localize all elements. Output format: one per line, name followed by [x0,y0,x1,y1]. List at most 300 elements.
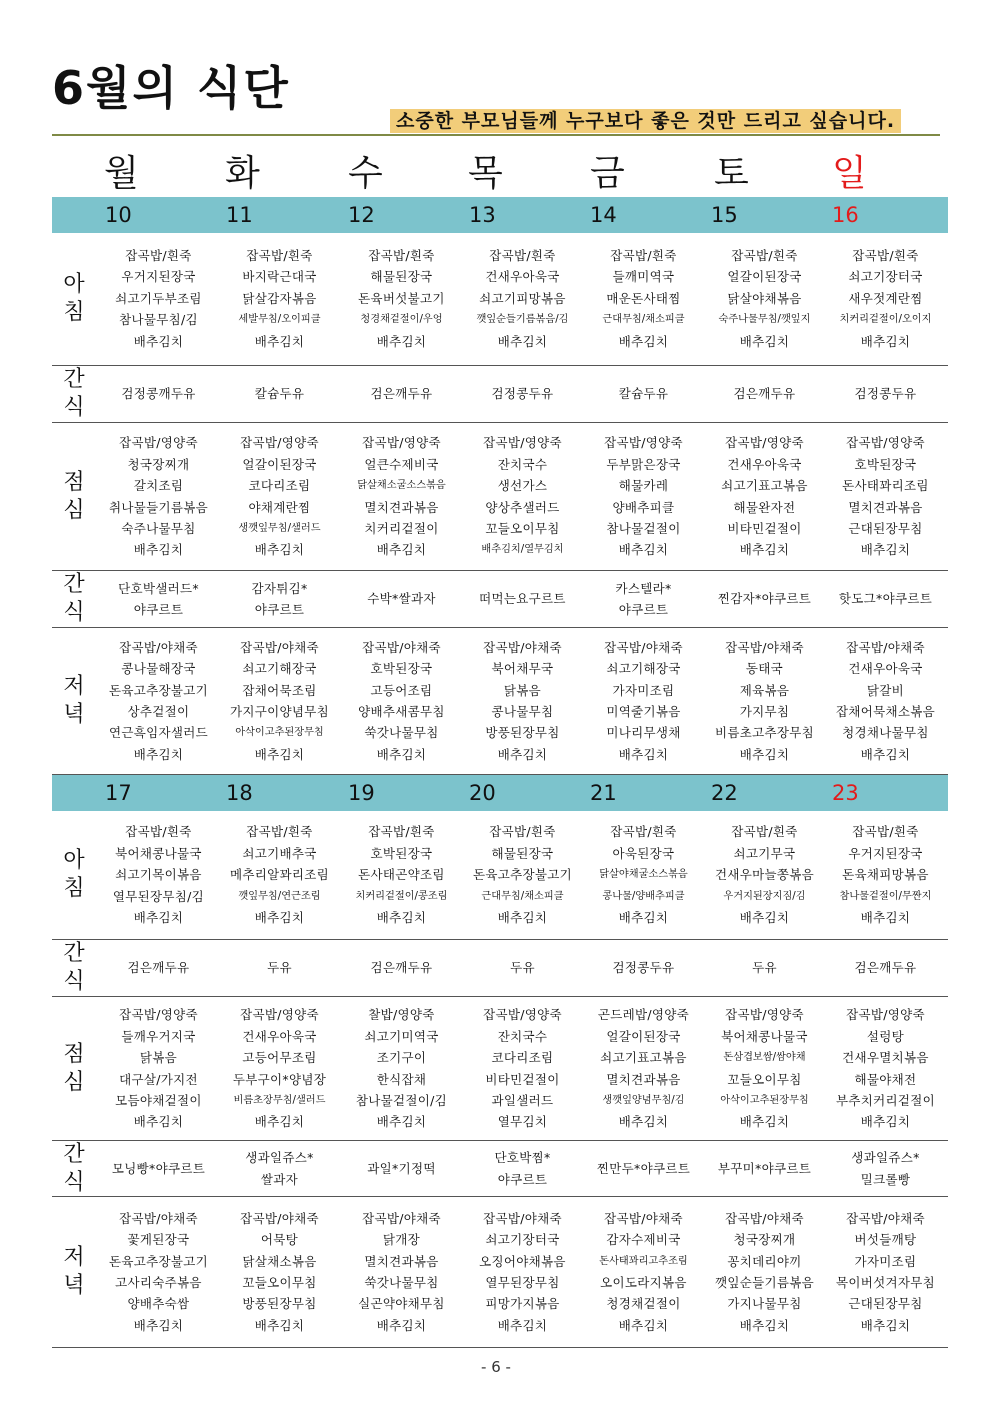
menu-item: 밀크롤빵 [860,1171,911,1187]
menu-item: 조기구이 [376,1050,427,1066]
menu-item: 방풍된장무침 [485,725,560,741]
menu-item: 배추김치 [254,333,305,349]
meal-label-char: 저 [63,1245,85,1270]
menu-item: 잡곡밥/흰죽 [610,824,677,840]
menu-item: 꼬들오이무침 [242,1275,317,1290]
menu-item: 아욱된장국 [612,845,675,861]
menu-item: 야채계란찜 [248,499,311,515]
menu-item: 해물완자전 [733,499,796,515]
menu-item: 닭살야채굴소스볶음 [599,869,688,881]
menu-item: 검은깨두유 [127,960,190,976]
menu-item: 새우젓계란찜 [848,290,923,306]
menu-item: 두부맑은장국 [606,456,681,472]
menu-item: 연근흑임자샐러드 [108,725,208,741]
menu-item: 단호박샐러드* [118,580,199,596]
menu-item: 해물된장국 [491,845,554,861]
menu-cell [219,366,340,422]
menu-item: 얼큰수제비국 [364,456,439,472]
menu-item: 배추김치 [860,746,911,762]
menu-cell [98,423,219,570]
meal-section-dinner [52,1197,948,1348]
menu-item: 가자미조림 [612,682,675,698]
menu-cell [219,997,340,1140]
menu-cell [341,811,462,939]
menu-cell [341,940,462,996]
menu-cell [98,1141,219,1196]
menu-item: 참나물무침/김 [119,312,198,328]
menu-item: 들깨우거지국 [121,1028,196,1044]
menu-item: 배추김치 [618,542,669,558]
menu-item: 고등어무조림 [242,1050,317,1066]
menu-cell [462,811,583,939]
menu-item: 돈육채피망볶음 [842,867,929,883]
menu-item: 잡곡밥/영양죽 [240,435,319,451]
menu-cell [825,571,946,627]
menu-cell [583,366,704,422]
menu-item: 닭볶음 [503,682,542,698]
menu-item: 잡곡밥/야채죽 [240,1210,319,1226]
menu-cell [583,997,704,1140]
meal-section-breakfast [52,232,948,366]
menu-cell [462,1141,583,1196]
week-date-band [52,197,948,233]
date-thu: 13 [469,203,496,227]
menu-cell [704,366,825,422]
menu-cell [825,423,946,570]
menu-item: 치커리겉절이/콩조림 [355,890,448,902]
menu-item: 쇠고기무국 [733,845,796,861]
weekday-sun: 일 [832,153,867,194]
menu-cell [341,997,462,1140]
menu-item: 닭살채소볶음 [242,1253,317,1269]
menu-cell [825,811,946,939]
date-sat: 22 [711,781,738,805]
menu-item: 찐만두*야쿠르트 [596,1160,691,1176]
menu-item: 잡채어묵조림 [242,682,317,698]
menu-item: 검정콩깨두유 [121,386,196,402]
menu-item: 비름초장무침/샐러드 [233,1094,326,1106]
menu-item: 참나물겉절이 [606,520,681,536]
menu-item: 배추김치 [739,910,790,926]
menu-item: 핫도그*야쿠르트 [838,591,933,607]
menu-cell [341,1197,462,1347]
menu-item: 검정콩두유 [854,386,917,402]
menu-item: 잡곡밥/영양죽 [846,435,925,451]
meal-label-char: 식 [63,600,85,625]
menu-item: 배추김치 [860,333,911,349]
menu-item: 잡곡밥/야채죽 [119,639,198,655]
menu-item: 배추김치 [860,542,911,558]
menu-item: 쇠고기피망볶음 [479,290,566,306]
menu-cell [825,1197,946,1347]
menu-item: 목이버섯겨자무침 [835,1275,935,1290]
menu-item: 배추김치 [739,746,790,762]
menu-cell [704,628,825,774]
menu-item: 열무김치 [497,1114,548,1130]
menu-item: 배추김치 [497,746,548,762]
menu-item: 근대된장무침 [848,1296,923,1312]
menu-item: 멸치견과볶음 [364,499,439,515]
menu-item: 잡곡밥/야채죽 [362,1210,441,1226]
menu-item: 상추겉절이 [127,704,190,719]
menu-item: 과일*기정떡 [367,1160,436,1176]
meal-label-char: 식 [63,1169,85,1195]
menu-item: 해물야채전 [854,1071,917,1087]
menu-cell [98,1197,219,1347]
menu-item: 잡곡밥/흰죽 [731,824,798,840]
menu-item: 부꾸미*야쿠르트 [717,1160,812,1176]
menu-item: 야쿠르트 [133,602,184,617]
weekday-fri: 금 [590,153,625,194]
menu-item: 꽁치데리야끼 [727,1253,802,1269]
menu-item: 배추김치/열무김치 [481,544,564,556]
date-mon: 17 [105,781,132,805]
menu-item: 방풍된장무침 [242,1296,317,1312]
meal-section-snack-am [52,940,948,997]
menu-item: 근대무침/채소피클 [481,890,564,902]
menu-item: 칼슘두유 [618,386,669,402]
menu-cell [825,997,946,1140]
menu-item: 감자수제비국 [606,1232,681,1248]
menu-item: 숙주나물무침 [121,520,196,536]
menu-item: 쇠고기해장국 [242,661,317,677]
menu-cell [462,571,583,627]
menu-item: 비름초고추장무침 [714,725,814,741]
meal-label-char: 저 [63,674,85,699]
meal-label-char: 침 [63,876,85,901]
menu-item: 청국장찌개 [733,1232,796,1248]
menu-item: 배추김치 [618,1114,669,1130]
menu-item: 가자미조림 [854,1253,917,1269]
menu-item: 검은깨두유 [854,960,917,976]
menu-item: 쇠고기장터국 [848,269,923,285]
menu-item: 치커리겉절이/오이지 [839,314,932,326]
menu-item: 우거지된장지짐/김 [723,890,806,902]
meal-label [52,940,96,996]
menu-item: 잡곡밥/영양죽 [362,435,441,451]
menu-item: 배추김치 [254,542,305,558]
menu-item: 가지구이양념무침 [229,704,329,719]
menu-item: 가지나물무침 [727,1296,802,1312]
date-mon: 10 [105,203,132,227]
menu-item: 돈사태곤약조림 [358,867,445,883]
menu-item: 비타민겉절이 [485,1071,560,1087]
menu-cell [462,628,583,774]
menu-item: 찰밥/영양죽 [368,1007,435,1023]
meal-section-lunch [52,423,948,571]
menu-item: 얼갈이된장국 [606,1028,681,1044]
menu-item: 배추김치 [133,1114,184,1130]
menu-item: 멸치견과볶음 [606,1071,681,1087]
menu-cell [98,811,219,939]
menu-item: 코다리조림 [248,478,311,494]
menu-item: 닭볶음 [139,1050,178,1066]
menu-item: 쇠고기목이볶음 [115,867,202,883]
meal-label-char: 간 [63,1141,85,1167]
menu-item: 배추김치 [376,910,427,926]
menu-item: 감자튀김* [251,580,308,596]
menu-cell [704,423,825,570]
menu-cell [583,232,704,365]
menu-item: 얼갈이된장국 [727,269,802,285]
meal-label [52,628,96,774]
meal-label-char: 심 [63,497,85,523]
date-thu: 20 [469,781,496,805]
meal-section-snack-pm [52,1141,948,1197]
menu-item: 비타민겉절이 [727,520,802,536]
menu-item: 우거지된장국 [848,845,923,861]
menu-item: 부추치커리겉절이 [835,1092,935,1108]
menu-item: 검정콩두유 [612,960,675,976]
meal-label-char: 식 [63,969,85,994]
meal-label-char: 침 [63,299,85,325]
menu-item: 잡곡밥/야채죽 [604,639,683,655]
menu-item: 건새우멸치볶음 [842,1050,929,1066]
menu-item: 숙주나물무침/깻잎지 [718,314,811,326]
weekday-tue: 화 [225,153,260,194]
menu-item: 두유 [510,960,535,976]
menu-cell [825,232,946,365]
menu-item: 깻잎순들기름볶음/김 [476,314,569,326]
menu-item: 호박된장국 [370,845,433,861]
meal-label [52,423,96,570]
menu-item: 잡곡밥/영양죽 [119,435,198,451]
menu-item: 잡곡밥/흰죽 [610,247,677,263]
menu-item: 콩나물무침 [491,704,554,719]
date-sat: 15 [711,203,738,227]
menu-item: 돈육버섯불고기 [358,290,445,306]
menu-cell [462,232,583,365]
menu-item: 배추김치 [739,1317,790,1333]
menu-item: 피망가지볶음 [485,1296,560,1312]
menu-item: 근대된장무침 [848,520,923,536]
menu-item: 배추김치 [376,1317,427,1333]
menu-item: 배추김치 [376,746,427,762]
menu-item: 배추김치 [254,910,305,926]
menu-item: 잡곡밥/야채죽 [846,639,925,655]
menu-item: 잡곡밥/흰죽 [368,824,435,840]
meal-label-char: 심 [63,1069,85,1095]
menu-item: 어묵탕 [260,1232,299,1248]
menu-item: 양배추숙쌈 [127,1296,190,1312]
menu-item: 잡곡밥/흰죽 [489,824,556,840]
menu-cell [583,940,704,996]
menu-cell [583,423,704,570]
menu-item: 쇠고기배추국 [242,845,317,861]
weekday-header [52,150,948,198]
menu-cell [462,366,583,422]
menu-item: 가지무침 [739,704,790,719]
menu-item: 배추김치 [133,1317,184,1333]
menu-cell [219,571,340,627]
menu-item: 배추김치 [618,746,669,762]
menu-item: 배추김치 [254,1114,305,1130]
menu-item: 북어채무국 [491,661,554,677]
menu-item: 검정콩두유 [491,386,554,402]
menu-item: 청경채나물무침 [842,725,929,741]
menu-item: 카스텔라* [615,580,672,596]
menu-item: 양배추피클 [612,499,675,515]
menu-item: 생과일쥬스* [245,1150,314,1166]
menu-item: 배추김치 [739,542,790,558]
menu-item: 열무된장무침 [485,1275,560,1290]
menu-cell [583,628,704,774]
menu-item: 잡곡밥/영양죽 [725,1007,804,1023]
menu-item: 잡곡밥/야채죽 [846,1210,925,1226]
page-number: - 6 - [481,1358,511,1376]
menu-cell [98,940,219,996]
menu-item: 쇠고기두부조림 [115,290,202,306]
meal-label [52,1197,96,1347]
menu-item: 동태국 [745,661,784,677]
menu-cell [462,1197,583,1347]
menu-cell [825,366,946,422]
menu-cell [98,628,219,774]
menu-item: 잡곡밥/영양죽 [725,435,804,451]
menu-item: 검은깨두유 [370,386,433,402]
date-wed: 12 [348,203,375,227]
menu-item: 꼬들오이무침 [485,520,560,536]
menu-item: 생깻잎무침/샐러드 [238,522,321,534]
menu-cell [98,366,219,422]
menu-item: 떠먹는요구르트 [479,591,566,607]
menu-cell [462,423,583,570]
menu-item: 생깻잎양념무침/김 [602,1094,685,1106]
menu-item: 잡곡밥/야채죽 [604,1210,683,1226]
menu-item: 버섯들깨탕 [854,1232,917,1248]
menu-item: 돈육고추장불고기 [108,1253,208,1269]
menu-item: 닭살채소굴소스볶음 [357,480,446,492]
meal-label [52,1141,96,1196]
date-sun: 23 [832,781,859,805]
menu-item: 청국장찌개 [127,456,190,472]
menu-item: 배추김치 [376,333,427,349]
menu-item: 잡곡밥/야채죽 [483,1210,562,1226]
menu-item: 세발무침/오이피클 [238,314,321,326]
menu-item: 잡곡밥/영양죽 [846,1007,925,1023]
title-divider [52,134,940,136]
menu-item: 잡곡밥/야채죽 [483,639,562,655]
menu-item: 쇠고기표고볶음 [721,478,808,494]
menu-item: 잡곡밥/야채죽 [362,639,441,655]
menu-cell [825,628,946,774]
menu-cell [704,940,825,996]
menu-item: 건새우마늘쫑볶음 [714,867,814,883]
meal-label [52,232,96,365]
menu-cell [219,423,340,570]
menu-item: 생선가스 [497,478,548,494]
menu-item: 잔치국수 [497,1028,548,1044]
menu-item: 잡곡밥/흰죽 [852,247,919,263]
menu-item: 돈삼겹보쌈/쌈야채 [723,1052,806,1064]
menu-cell [341,423,462,570]
menu-item: 생과일쥬스* [851,1150,920,1166]
menu-item: 배추김치 [860,1114,911,1130]
meal-label-char: 점 [63,1041,85,1067]
menu-item: 잡곡밥/흰죽 [125,824,192,840]
menu-item: 갈치조림 [133,478,184,494]
date-tue: 18 [226,781,253,805]
menu-item: 돈육고추장불고기 [108,682,208,698]
menu-item: 배추김치 [618,333,669,349]
menu-item: 잡곡밥/영양죽 [240,1007,319,1023]
menu-item: 곤드레밥/영양죽 [597,1007,690,1023]
menu-cell [583,811,704,939]
menu-cell [583,1141,704,1196]
menu-item: 대구살/가지전 [119,1071,198,1087]
menu-item: 오징어야채볶음 [479,1253,566,1269]
weekday-sat: 토 [714,153,749,194]
menu-item: 배추김치 [497,1317,548,1333]
menu-cell [583,571,704,627]
menu-item: 청경채겉절이/우엉 [360,314,443,326]
menu-item: 잡곡밥/흰죽 [489,247,556,263]
menu-item: 들깨미역국 [612,269,675,285]
menu-cell [704,232,825,365]
meal-label [52,366,96,422]
menu-item: 잡곡밥/흰죽 [731,247,798,263]
menu-item: 찐감자*야쿠르트 [717,591,812,607]
menu-item: 두유 [752,960,777,976]
menu-cell [98,997,219,1140]
menu-item: 잡곡밥/흰죽 [368,247,435,263]
menu-item: 칼슘두유 [254,386,305,402]
menu-cell [341,628,462,774]
menu-item: 바지락근대국 [242,269,317,285]
menu-item: 배추김치 [618,910,669,926]
menu-item: 배추김치 [739,333,790,349]
menu-item: 돈사태꽈리조림 [842,478,929,494]
menu-item: 돈육고추장불고기 [472,867,572,883]
menu-item: 배추김치 [376,1114,427,1130]
menu-item: 배추김치 [860,910,911,926]
date-fri: 21 [590,781,617,805]
menu-item: 잡곡밥/영양죽 [483,435,562,451]
date-wed: 19 [348,781,375,805]
menu-cell [583,1197,704,1347]
menu-item: 멸치견과볶음 [848,499,923,515]
menu-item: 배추김치 [133,333,184,349]
meal-label-char: 간 [63,941,85,966]
menu-cell [704,1197,825,1347]
menu-item: 미역줄기볶음 [606,704,681,719]
menu-item: 배추김치 [860,1317,911,1333]
menu-cell [98,232,219,365]
menu-item: 취나물들기름볶음 [108,499,208,515]
meal-section-dinner [52,628,948,775]
menu-item: 깻잎무침/연근조림 [238,890,321,902]
menu-cell [462,940,583,996]
menu-item: 깻잎순들기름볶음 [714,1275,814,1290]
meal-label-char: 점 [63,469,85,495]
menu-cell [704,811,825,939]
menu-item: 배추김치 [254,1317,305,1333]
menu-item: 한식잡채 [376,1071,427,1087]
menu-item: 치커리겉절이 [364,520,439,536]
menu-item: 청경채겉절이 [606,1296,681,1312]
menu-item: 고사리숙주볶음 [115,1275,202,1290]
weekday-wed: 수 [348,153,383,194]
menu-cell [219,1197,340,1347]
menu-item: 건새우아욱국 [485,269,560,285]
menu-item: 매운돈사태찜 [606,290,681,306]
menu-item: 야쿠르트 [618,602,669,617]
menu-item: 두부구이*양념장 [232,1071,327,1087]
menu-item: 잡곡밥/야채죽 [725,1210,804,1226]
menu-item: 건새우아욱국 [727,456,802,472]
menu-item: 배추김치 [739,1114,790,1130]
menu-item: 제육볶음 [739,682,790,698]
